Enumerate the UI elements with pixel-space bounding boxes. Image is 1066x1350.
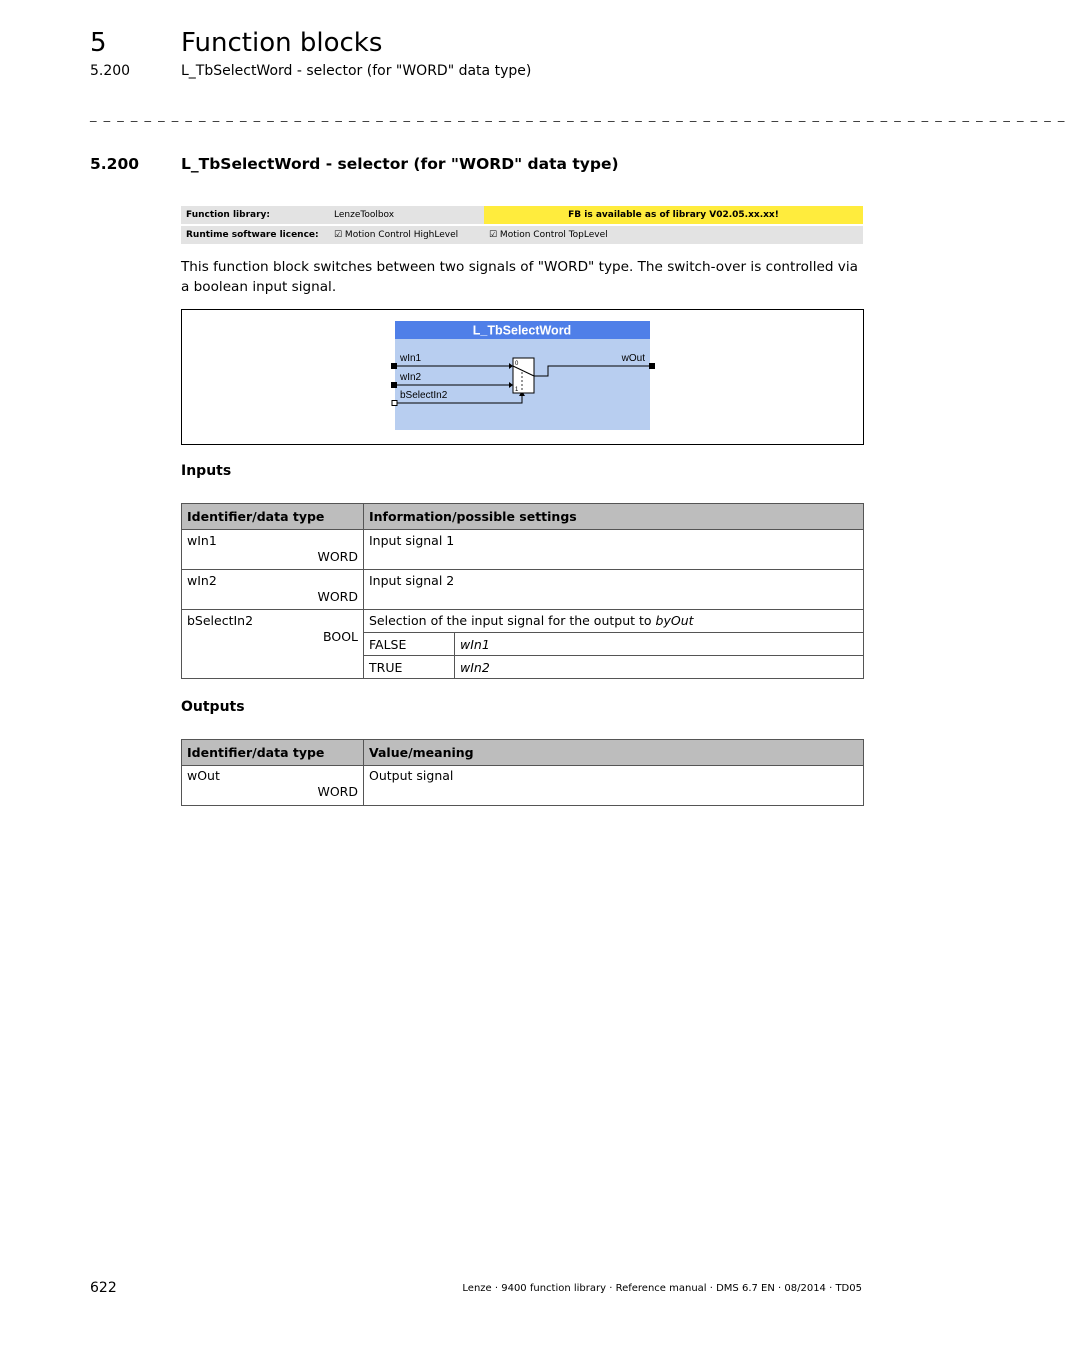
table-row [182, 610, 864, 633]
intro-paragraph: This function block switches between two signals of "WORD" type. The switch-over is controlled via a boolean input signal. [181, 259, 858, 295]
library-label: Function library: [181, 206, 329, 225]
outputs-table [181, 739, 864, 806]
header-divider: _ _ _ _ _ _ _ _ _ _ _ _ _ _ _ _ _ _ _ _ _ _ _ _ _ _ _ _ _ _ _ _ _ _ _ _ _ _ _ _ _ _ _ _ _ _ _ _ _ _ _ _ _ _ _ _ _ _ _ _ _ _ _ _ _ _ _ _ _ _ _ _ [90, 108, 1066, 123]
licence-label: Runtime software licence: [181, 225, 329, 245]
information-reference: byOut [655, 613, 694, 628]
data-type: WORD [317, 784, 358, 799]
information-text [369, 613, 858, 628]
identifier-cell [182, 570, 364, 610]
identifier: bSelectIn2 [187, 613, 254, 628]
information-cell [364, 570, 864, 610]
column-header-information: Information/possible settings [364, 504, 864, 530]
output-label-wout: wOut [621, 353, 645, 364]
input-label-win2: wIn2 [400, 372, 422, 383]
table-row [182, 570, 864, 610]
input-port-bselectin2 [392, 401, 397, 406]
header-section-title: L_TbSelectWord - selector (for "WORD" data type) [181, 63, 532, 79]
identifier-cell [182, 530, 364, 570]
section-number: 5.200 [90, 155, 140, 173]
value-text: Output signal [369, 768, 454, 783]
block-title: L_TbSelectWord [472, 323, 572, 338]
licence-row [181, 225, 863, 245]
information-prefix: Selection of the input signal for the output to [369, 613, 656, 628]
identifier: wOut [187, 768, 220, 783]
table-row [182, 530, 864, 570]
library-info-table [181, 206, 863, 246]
input-port-win1 [391, 363, 397, 369]
identifier-cell [182, 610, 364, 679]
availability-note: FB is available as of library V02.05.xx.xx! [484, 206, 863, 225]
switch-label-0: 0 [515, 361, 519, 367]
header-section-number: 5.200 [90, 63, 131, 79]
licence-toplevel: ☑ Motion Control TopLevel [484, 225, 863, 245]
option-value: TRUE [364, 656, 455, 679]
value-cell [364, 766, 864, 806]
library-value: LenzeToolbox [329, 206, 484, 225]
input-label-win1: wIn1 [400, 353, 422, 364]
column-header-identifier: Identifier/data type [182, 504, 364, 530]
information-text: Input signal 2 [369, 573, 455, 588]
option-value: FALSE [364, 633, 455, 656]
inputs-table [181, 503, 864, 679]
table-header-row [182, 740, 864, 766]
information-cell [364, 610, 864, 633]
switch-label-1: 1 [515, 387, 519, 393]
outputs-heading: Outputs [181, 699, 245, 715]
data-type: WORD [317, 549, 358, 564]
function-block-diagram [182, 310, 863, 444]
footer-text: Lenze · 9400 function library · Reference manual · DMS 6.7 EN · 08/2014 · TD05 [462, 1283, 862, 1294]
table-header-row [182, 504, 864, 530]
output-port-wout [649, 363, 655, 369]
identifier: wIn1 [187, 533, 217, 548]
data-type: BOOL [323, 629, 358, 644]
chapter-number: 5 [90, 28, 107, 58]
licence-highlevel: ☑ Motion Control HighLevel [329, 225, 484, 245]
input-label-bselectin2: bSelectIn2 [400, 390, 448, 401]
column-header-identifier: Identifier/data type [182, 740, 364, 766]
option-meaning: wIn1 [455, 633, 864, 656]
identifier: wIn2 [187, 573, 217, 588]
inputs-heading: Inputs [181, 463, 232, 479]
library-row [181, 206, 863, 225]
option-meaning: wIn2 [455, 656, 864, 679]
chapter-title: Function blocks [181, 28, 383, 58]
function-block-figure [181, 309, 864, 445]
information-text: Input signal 1 [369, 533, 455, 548]
data-type: WORD [317, 589, 358, 604]
input-port-win2 [391, 382, 397, 388]
table-row [182, 766, 864, 806]
section-title: L_TbSelectWord - selector (for "WORD" data type) [181, 155, 619, 173]
page-number: 622 [90, 1280, 117, 1296]
column-header-value: Value/meaning [364, 740, 864, 766]
identifier-cell [182, 766, 364, 806]
information-cell [364, 530, 864, 570]
